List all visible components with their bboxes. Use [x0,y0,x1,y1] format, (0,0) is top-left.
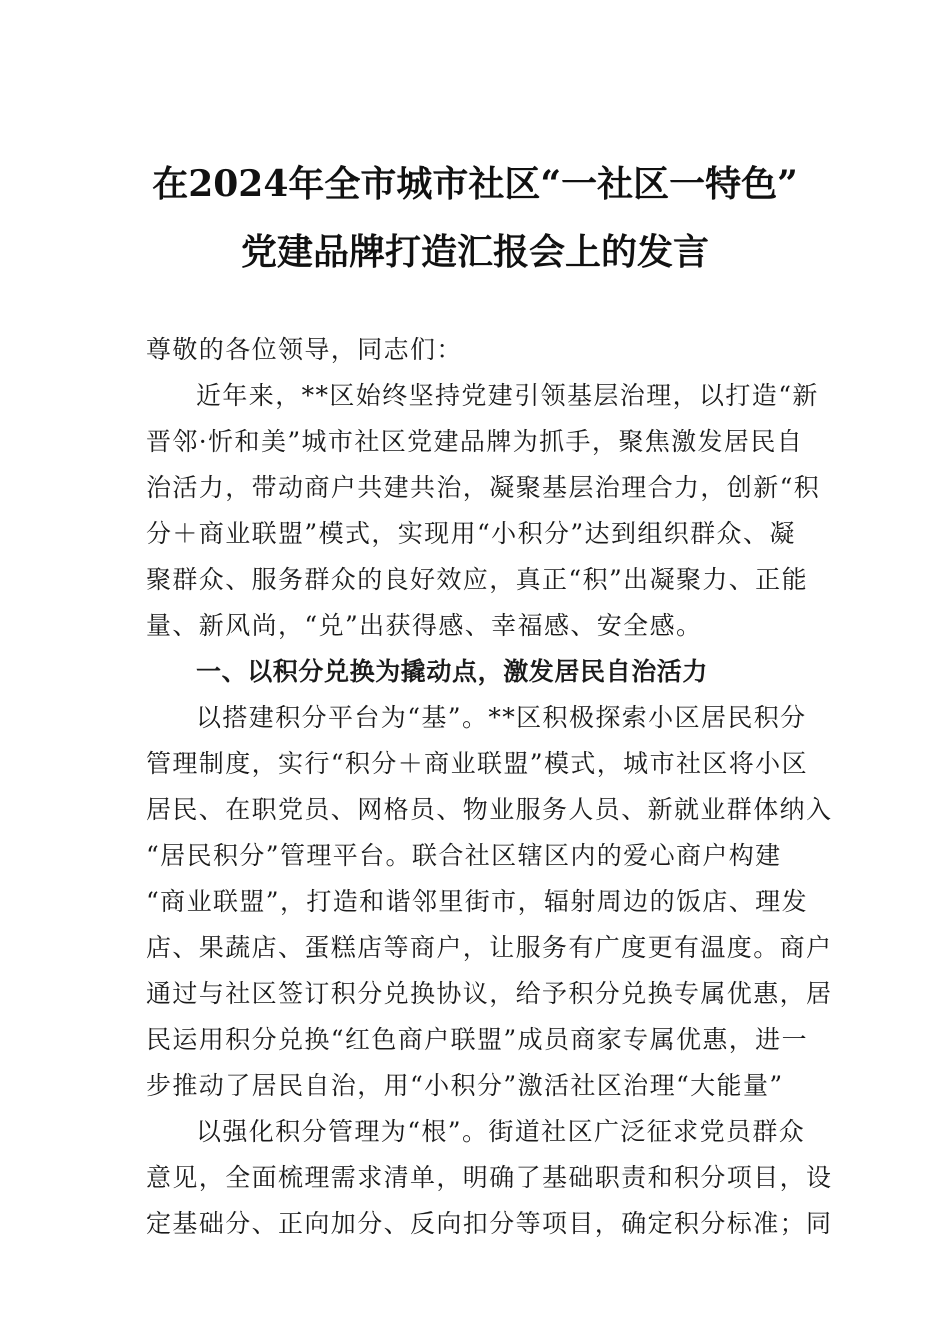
paragraph-line: 管理制度，实行“积分＋商业联盟”模式，城市社区将小区 [146,749,808,778]
document-title-line-2: 党建品牌打造汇报会上的发言 [240,231,709,273]
document-title-line-1: 在2024年全市城市社区“一社区一特色” [152,163,798,205]
paragraph-line: 定基础分、正向加分、反向扣分等项目，确定积分标准；同 [146,1209,833,1238]
paragraph-line: 量、新风尚，“兑”出获得感、幸福感、安全感。 [146,611,703,640]
paragraph-line: 通过与社区签订积分兑换协议，给予积分兑换专属优惠，居 [146,979,833,1008]
paragraph-line: 近年来，**区始终坚持党建引领基层治理，以打造“新 [196,381,819,410]
paragraph-line: 意见，全面梳理需求清单，明确了基础职责和积分项目，设 [146,1163,833,1192]
paragraph-line: 晋邻·忻和美”城市社区党建品牌为抓手，聚焦激发居民自 [146,427,804,456]
paragraph-line: 民运用积分兑换“红色商户联盟”成员商家专属优惠，进一 [146,1025,808,1054]
paragraph-line: 聚群众、服务群众的良好效应，真正“积”出凝聚力、正能 [146,565,808,594]
document-body [146,327,833,1247]
section-heading: 一、以积分兑换为撬动点，激发居民自治活力 [196,657,709,686]
paragraph-line: 居民、在职党员、网格员、物业服务人员、新就业群体纳入 [146,795,833,824]
paragraph-line: 店、果蔬店、蛋糕店等商户，让服务有广度更有温度。商户 [146,933,833,962]
paragraph-line: 步推动了居民自治，用“小积分”激活社区治理“大能量” [146,1071,784,1100]
paragraph-line: 分＋商业联盟”模式，实现用“小积分”达到组织群众、凝 [146,519,796,548]
paragraph-line: 以强化积分管理为“根”。街道社区广泛征求党员群众 [196,1117,806,1146]
paragraph-line: 以搭建积分平台为“基”。**区积极探索小区居民积分 [196,703,807,732]
paragraph-line: 治活力，带动商户共建共治，凝聚基层治理合力，创新“积 [146,473,821,502]
salutation: 尊敬的各位领导，同志们： [146,335,463,364]
paragraph-line: “商业联盟”，打造和谐邻里街市，辐射周边的饭店、理发 [146,887,808,916]
paragraph-line: “居民积分”管理平台。联合社区辖区内的爱心商户构建 [146,841,782,870]
